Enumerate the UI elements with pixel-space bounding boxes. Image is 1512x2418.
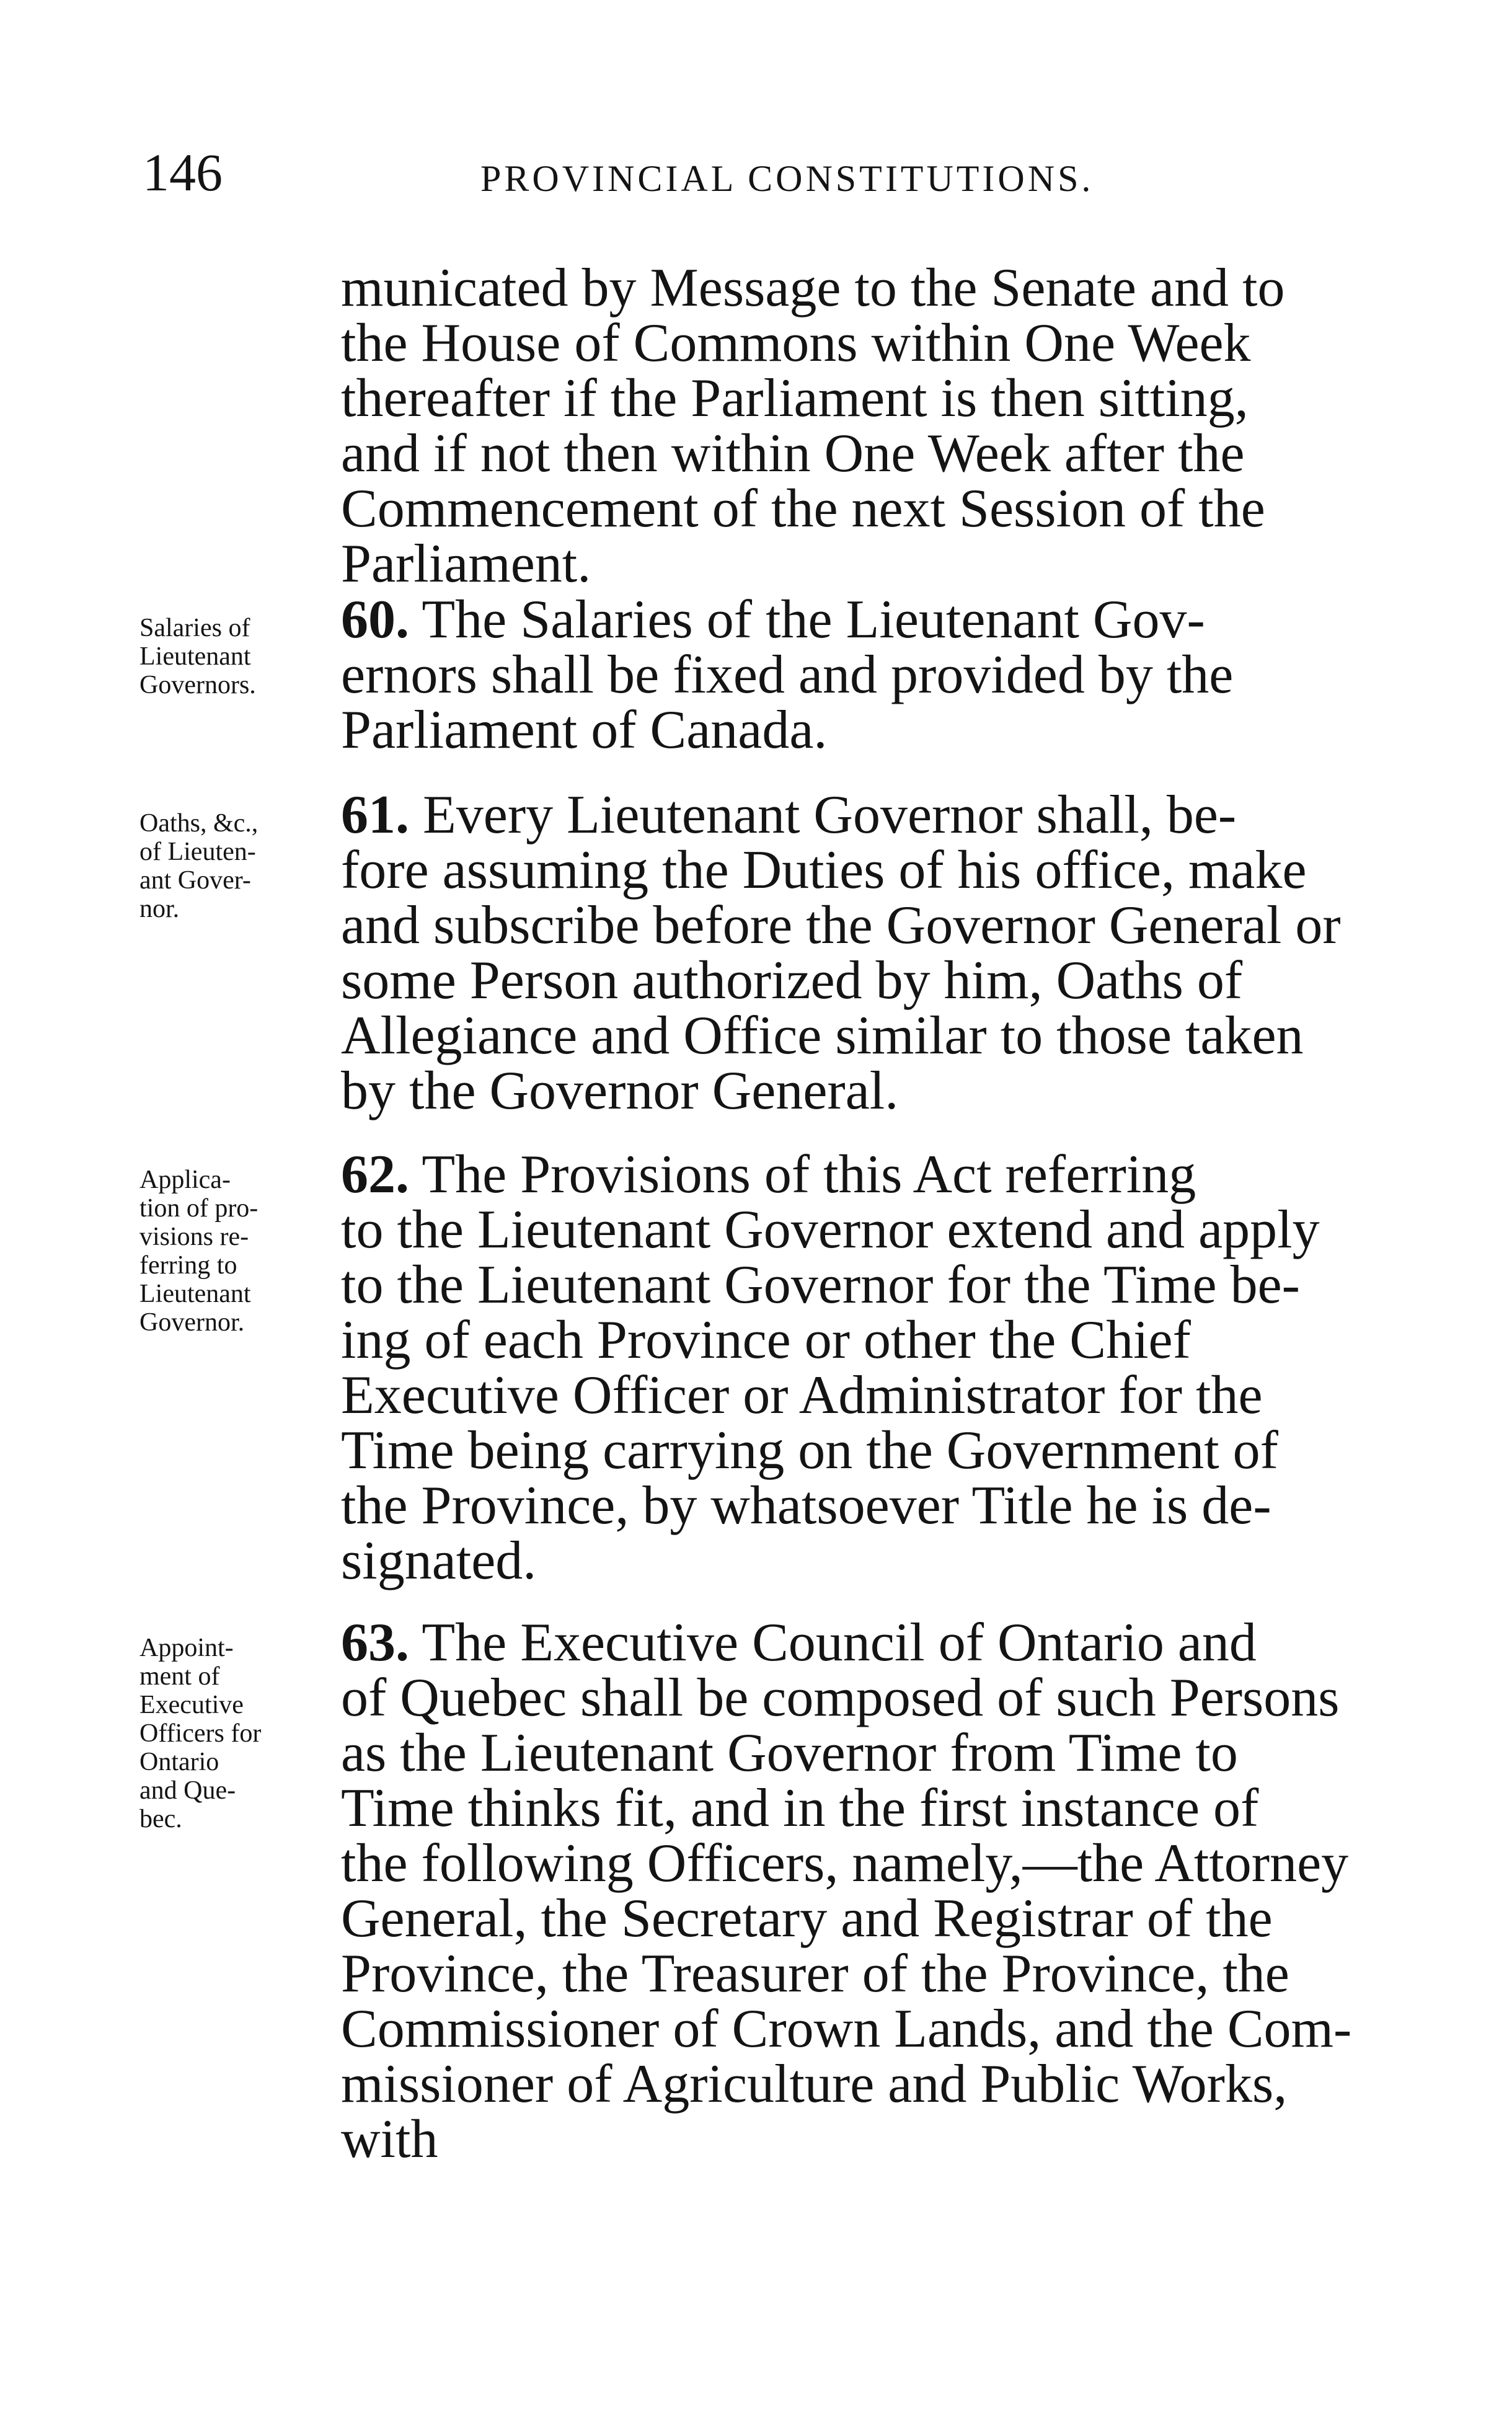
text-line: 63. The Executive Council of Ontario and [341,1613,1257,1673]
text-line: ernors shall be fixed and provided by the [341,645,1234,705]
page-number: 146 [143,143,223,202]
text-line: and subscribe before the Governor General or [341,895,1341,955]
text-line: by the Governor General. [341,1061,899,1121]
text-line: General, the Secretary and Registrar of the [341,1889,1273,1949]
text-line: as the Lieutenant Governor from Time to [341,1723,1238,1783]
section-number: 62. [341,1145,409,1205]
section-61 [341,785,1341,1121]
text-line: to the Lieutenant Governor for the Time be- [341,1255,1300,1315]
section-number: 61. [341,785,409,845]
text-line: fore assuming the Duties of his office, make [341,840,1307,900]
text-line: the Province, by whatsoever Title he is de- [341,1476,1271,1536]
text-line: of Quebec shall be composed of such Persons [341,1668,1340,1728]
section-number: 60. [341,590,409,650]
text-line: Commencement of the next Session of the [341,479,1265,539]
text-line: Time being carrying on the Government of [341,1420,1278,1481]
text-line: Commissioner of Crown Lands, and the Com- [341,1999,1352,2059]
section-62 [341,1145,1336,1591]
text-line: ing of each Province or other the Chief [341,1310,1191,1370]
continuation-paragraph [341,258,1336,594]
text-line: Allegiance and Office similar to those taken [341,1006,1304,1066]
margin-note-section-62: Applica- tion of pro- visions re- ferring to Lieutenant Governor. [139,1166,259,1337]
running-title: PROVINCIAL CONSTITUTIONS. [480,158,1094,199]
text-line: Parliament of Canada. [341,700,828,760]
text-line: Province, the Treasurer of the Province, the [341,1944,1289,2004]
section-63 [341,1613,1352,2169]
catchword: with [341,2109,438,2169]
text-line: to the Lieutenant Governor extend and apply [341,1200,1320,1260]
text-line: the House of Commons within One Week [341,313,1251,373]
text-line: and if not then within One Week after the [341,423,1245,484]
text-line: 62. The Provisions of this Act referring [341,1145,1196,1205]
text-line: Time thinks fit, and in the first instance of [341,1778,1259,1838]
text-line: some Person authorized by him, Oaths of [341,950,1243,1011]
text-line: 61. Every Lieutenant Governor shall, be- [341,785,1237,845]
text-line: missioner of Agriculture and Public Works, [341,2054,1288,2114]
text-line: Parliament. [341,534,591,594]
section-number: 63. [341,1613,409,1673]
text-line: Executive Officer or Administrator for the [341,1365,1263,1425]
section-60 [341,592,1336,758]
text-line: signated. [341,1531,537,1591]
text-line: 60. The Salaries of the Lieutenant Gov- [341,590,1205,650]
margin-note-section-61: Oaths, &c., of Lieuten- ant Gover- nor. [139,809,259,923]
margin-note-section-60: Salaries of Lieutenant Governors. [139,614,256,699]
margin-note-section-63: Appoint- ment of Executive Officers for Ontario and Que- bec. [139,1634,262,1833]
text-line: municated by Message to the Senate and to [341,258,1285,318]
text-line: the following Officers, namely,—the Attorney [341,1833,1349,1893]
text-line: thereafter if the Parliament is then sitting, [341,368,1249,428]
